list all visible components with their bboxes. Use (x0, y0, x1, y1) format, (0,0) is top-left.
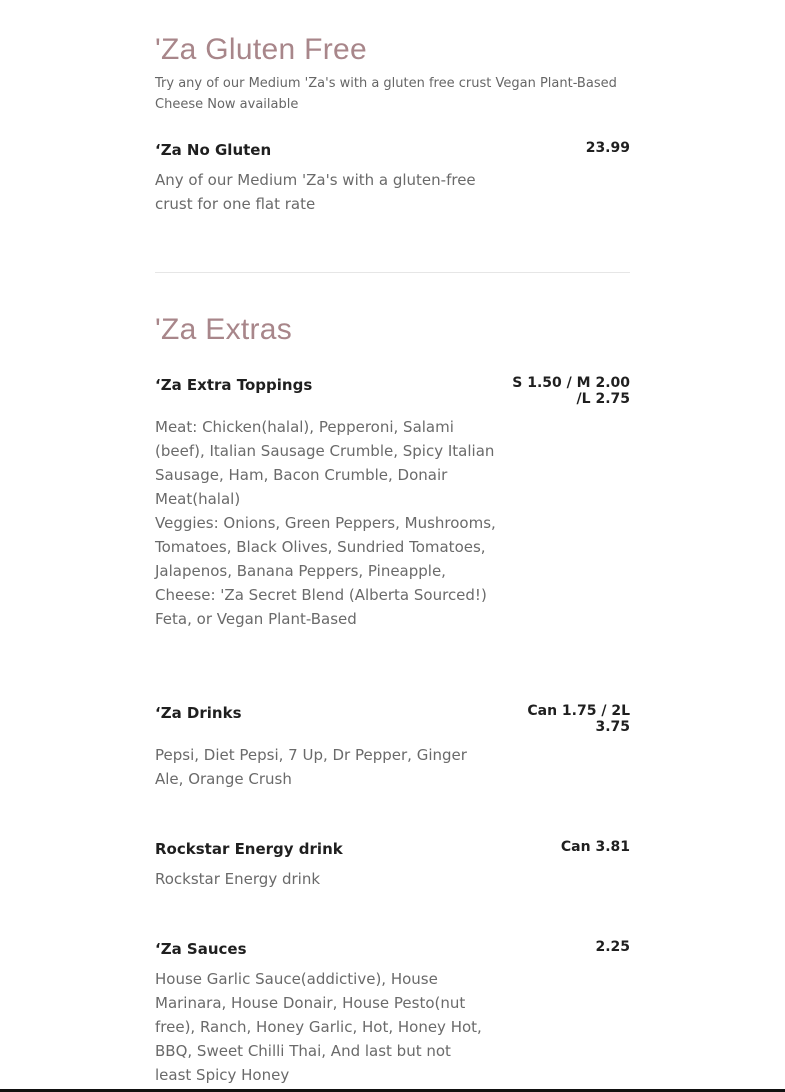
section-title-gluten-free: 'Za Gluten Free (155, 33, 367, 66)
item-description: Meat: Chicken(halal), Pepperoni, Salami (beef), Italian Sausage Crumble, Spicy Italian Sausage, Ham, Bacon Crumble, Donair Meat(halal) Veggies: Onions, Green Peppers, Mushrooms, Tomatoes, Black Olives, Sundried Tomatoes, Jalapenos, Banana Peppers, Pineapple, Cheese: 'Za Secret Blend (Alberta Sourced!) Feta, or Vegan Plant-Based (155, 418, 496, 628)
item-price: 2.25 (595, 939, 630, 955)
item-name: ‘Za Sauces (155, 940, 247, 958)
item-price: Can 3.81 (560, 839, 630, 855)
item-name: ‘Za Extra Toppings (155, 376, 313, 394)
item-price (527, 703, 630, 735)
item-price-line-1: S 1.50 / M 2.00 (512, 375, 630, 391)
item-description: Rockstar Energy drink (155, 870, 321, 888)
item-description: Pepsi, Diet Pepsi, 7 Up, Dr Pepper, Ginger Ale, Orange Crush (155, 746, 467, 788)
section-description-gluten-free: Try any of our Medium 'Za's with a gluten free crust Vegan Plant-Based Cheese Now available (155, 76, 617, 112)
item-description: House Garlic Sauce(addictive), House Marinara, House Donair, House Pesto(nut free), Ranch, Honey Garlic, Hot, Honey Hot, BBQ, Sweet Chilli Thai, And last but not least Spicy Honey (155, 970, 482, 1084)
item-price: 23.99 (585, 140, 630, 156)
item-price-line-1: Can 1.75 / 2L (527, 703, 630, 719)
item-name: ‘Za No Gluten (155, 141, 272, 159)
section-title-extras: 'Za Extras (155, 313, 293, 346)
item-price (512, 375, 630, 407)
section-divider (155, 272, 630, 273)
item-name: Rockstar Energy drink (155, 840, 343, 858)
item-description: Any of our Medium 'Za's with a gluten-free crust for one flat rate (155, 171, 476, 213)
item-name: ‘Za Drinks (155, 704, 242, 722)
item-price-line-2: /L 2.75 (576, 391, 630, 407)
item-price-line-2: 3.75 (595, 719, 630, 735)
